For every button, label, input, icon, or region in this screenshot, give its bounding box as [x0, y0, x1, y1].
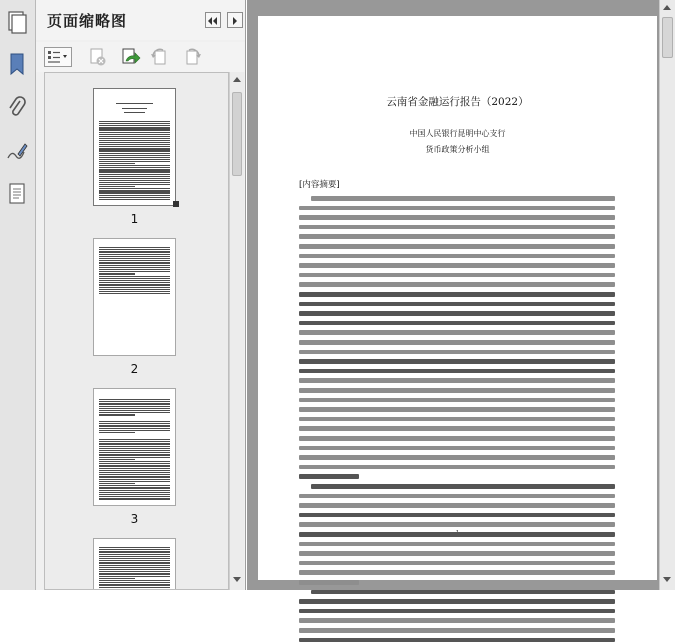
thumbnail-text-line [99, 582, 170, 583]
thumbnail-text-line [99, 138, 170, 139]
thumbnail-text-line [99, 269, 170, 270]
thumbnail-text-line [99, 140, 170, 141]
thumbnail-text-line [99, 459, 135, 460]
thumbnail-text-line [99, 401, 170, 402]
thumbnail-text-line [99, 258, 170, 259]
thumbnail-text-line [99, 254, 170, 255]
thumbnail-text-line [99, 573, 170, 574]
thumbnail-text-line [99, 496, 170, 497]
thumbnail-text-line [99, 454, 170, 455]
thumbnail-text-line [99, 490, 170, 491]
document-scrollbar[interactable] [659, 0, 675, 590]
thumbnail-text-line [99, 171, 170, 172]
thumbnail-text-line [99, 481, 170, 482]
text-line [299, 311, 615, 316]
double-chevron-left-icon [206, 14, 220, 28]
text-line [299, 234, 615, 239]
thumbnail-text-line [99, 265, 170, 266]
thumbnail-text-line [99, 576, 170, 577]
thumbnail-page-number: 1 [130, 212, 139, 226]
text-line [299, 618, 615, 623]
thumbnail-text-line [99, 247, 170, 248]
thumbnail-text-line [99, 487, 170, 488]
thumbnail-text-line [99, 273, 135, 274]
document-scroll-thumb[interactable] [662, 17, 673, 58]
text-line [299, 436, 615, 441]
thumbnail-text-line [99, 457, 170, 458]
thumbnail-text-line [99, 430, 170, 431]
thumbnail-text-line [99, 289, 170, 290]
thumbnail-text-line [99, 278, 170, 279]
rotate-left-icon [148, 46, 172, 68]
text-line [299, 292, 615, 297]
text-line [299, 369, 615, 374]
thumbnail-text-line [99, 468, 170, 469]
thumbnails-list[interactable] [44, 72, 229, 590]
thumbnail-text-line [99, 494, 170, 495]
text-line [299, 503, 615, 508]
thumbnail-title-line [124, 112, 145, 113]
thumbnail-text-line [99, 267, 170, 268]
text-line [299, 273, 615, 278]
thumbnails-toolbar [36, 42, 245, 72]
thumbnail-text-line [99, 470, 170, 471]
text-line [299, 388, 615, 393]
paperclip-icon[interactable] [4, 94, 30, 122]
text-line [299, 350, 615, 355]
text-line [299, 638, 615, 642]
text-line [299, 609, 615, 614]
thumbnail-resize-handle[interactable] [173, 201, 179, 207]
thumbnail-text-line [99, 186, 135, 187]
text-line [299, 244, 615, 249]
document-title: 云南省金融运行报告（2022） [386, 96, 529, 108]
text-line [299, 570, 615, 575]
text-line [299, 551, 615, 556]
text-line [311, 196, 615, 201]
panel-title: 页面缩略图 [47, 12, 128, 30]
text-line [299, 426, 615, 431]
thumbnail-text-line [99, 125, 170, 126]
rotate-right-icon [180, 46, 204, 68]
expand-panel-button[interactable] [227, 12, 243, 28]
panel-header [36, 0, 245, 40]
thumbnail-text-line [99, 291, 170, 292]
thumbnail-text-line [99, 127, 170, 128]
thumbnail-text-line [99, 197, 170, 198]
page-thumbnails-panel [36, 0, 246, 590]
thumbnail-text-line [99, 249, 170, 250]
thumbnail-text-line [99, 251, 170, 252]
page-thumbnail-1[interactable] [93, 88, 176, 206]
thumbnail-text-line [99, 271, 170, 272]
doc-scroll-down-arrow-icon[interactable] [663, 577, 671, 582]
thumbnail-text-line [99, 562, 170, 563]
thumbnail-text-line [99, 280, 170, 281]
thumbnail-text-line [99, 150, 170, 151]
thumbnail-text-line [99, 129, 170, 130]
thumbnail-text-line [99, 580, 170, 581]
thumbnail-text-line [99, 157, 170, 158]
thumbnail-text-line [99, 159, 170, 160]
thumbnail-text-line [99, 190, 170, 191]
document-view[interactable] [247, 0, 675, 590]
text-line [299, 215, 615, 220]
scroll-down-arrow-icon[interactable] [233, 577, 241, 582]
thumbnail-text-line [99, 276, 170, 277]
thumbnail-text-line [99, 423, 170, 424]
thumbnail-text-line [99, 132, 170, 133]
insert-page-button[interactable] [118, 46, 142, 68]
thumbnail-text-line [99, 547, 170, 548]
text-line [299, 225, 615, 230]
thumbnail-text-line [99, 262, 170, 263]
text-line [299, 359, 615, 364]
text-line [299, 513, 615, 518]
thumbnail-text-line [99, 452, 170, 453]
section-heading: [内容摘要] [299, 180, 340, 190]
text-line [299, 254, 615, 259]
thumbnail-text-line [99, 256, 170, 257]
document-author-group: 货币政策分析小组 [425, 145, 490, 154]
thumbnail-text-line [99, 450, 170, 451]
thumbnail-text-line [99, 439, 170, 440]
text-line [299, 465, 615, 470]
thumbnail-text-line [99, 421, 170, 422]
rotate-left-button[interactable] [148, 46, 172, 68]
signature-pen-icon[interactable] [4, 138, 30, 166]
thumbnail-title-line [116, 103, 153, 104]
thumbnail-text-line [99, 163, 135, 164]
text-line [299, 494, 615, 499]
text-line [299, 340, 615, 345]
collapse-panel-button[interactable] [205, 12, 221, 28]
thumbnail-text-line [99, 180, 170, 181]
thumbnails-scroll-thumb[interactable] [232, 92, 242, 176]
thumbnail-text-line [99, 558, 170, 559]
thumbnail-text-line [99, 155, 170, 156]
thumbnail-text-line [99, 472, 170, 473]
thumbnail-text-line [99, 569, 170, 570]
thumbnail-text-line [99, 182, 170, 183]
thumbnail-text-line [99, 448, 170, 449]
thumbnail-text-line [99, 123, 170, 124]
thumbnail-text-line [99, 148, 170, 149]
thumbnail-text-line [99, 403, 170, 404]
thumbnail-text-line [99, 463, 170, 464]
navigation-tool-strip [0, 0, 36, 590]
thumbnail-text-line [99, 260, 170, 261]
document-page [258, 16, 657, 580]
text-line [299, 532, 615, 537]
thumbnail-text-line [99, 414, 135, 415]
thumbnail-text-line [99, 571, 170, 572]
document-organization: 中国人民银行昆明中心支行 [409, 129, 506, 138]
thumbnail-text-line [99, 410, 170, 411]
text-line [299, 561, 615, 566]
text-line [311, 484, 615, 489]
thumbnail-text-line [99, 479, 170, 480]
text-line [299, 446, 615, 451]
thumbnail-title-line [122, 108, 147, 109]
thumbnail-text-line [99, 492, 170, 493]
thumbnail-text-line [99, 176, 170, 177]
text-line [299, 378, 615, 383]
thumbnail-text-line [99, 476, 170, 477]
thumbnail-text-line [99, 408, 170, 409]
delete-page-button[interactable] [86, 46, 110, 68]
thumbnail-text-line [99, 165, 170, 166]
thumbnail-text-line [99, 474, 170, 475]
text-line [299, 407, 615, 412]
thumbnail-text-line [99, 565, 170, 566]
page-thumbnail-2[interactable] [93, 238, 176, 356]
thumbnail-text-line [99, 282, 170, 283]
thumbnail-text-line [99, 483, 135, 484]
options-list-icon [45, 48, 71, 66]
thumbnails-scrollbar[interactable] [229, 72, 244, 590]
page-thumbnails-panel-icon[interactable] [4, 8, 30, 36]
text-line [299, 580, 359, 585]
thumbnail-text-line [99, 461, 170, 462]
thumbnail-text-line [99, 293, 170, 294]
thumbnail-text-line [99, 195, 170, 196]
rotate-right-button[interactable] [180, 46, 204, 68]
text-line [299, 455, 615, 460]
thumbnail-text-line [99, 121, 170, 122]
insert-page-icon [118, 46, 142, 68]
thumbnail-text-line [99, 188, 170, 189]
thumbnail-page-number: 2 [130, 362, 139, 376]
page-thumbnail-3[interactable] [93, 388, 176, 506]
thumbnail-text-line [99, 174, 170, 175]
thumbnail-text-line [99, 399, 170, 400]
delete-page-icon [86, 46, 110, 68]
thumbnail-text-line [99, 432, 135, 433]
thumbnail-text-line [99, 136, 170, 137]
text-line [311, 590, 615, 595]
thumbnail-text-line [99, 428, 170, 429]
thumbnail-text-line [99, 498, 170, 499]
thumbnail-text-line [99, 567, 170, 568]
page-layers-icon[interactable] [4, 180, 30, 208]
thumbnail-text-line [99, 465, 170, 466]
text-line [299, 302, 615, 307]
thumbnail-text-line [99, 134, 170, 135]
thumbnail-text-line [99, 446, 170, 447]
thumbnail-text-line [99, 153, 170, 154]
thumbnail-text-line [99, 406, 170, 407]
text-line [299, 398, 615, 403]
thumbnail-text-line [99, 192, 170, 193]
thumbnail-text-line [99, 549, 170, 550]
thumbnail-text-line [99, 199, 170, 200]
text-line [299, 321, 615, 326]
text-line [299, 206, 615, 211]
thumbnail-text-line [99, 443, 170, 444]
text-line [299, 628, 615, 633]
thumbnail-text-line [99, 441, 170, 442]
thumbnail-text-line [99, 161, 170, 162]
text-line [299, 330, 615, 335]
thumbnail-text-line [99, 146, 170, 147]
thumbnail-text-line [99, 412, 170, 413]
text-line [299, 542, 615, 547]
thumbnail-text-line [99, 142, 170, 143]
thumbnail-text-line [99, 578, 135, 579]
thumbnail-text-line [99, 287, 170, 288]
thumbnail-text-line [99, 551, 170, 552]
text-line [299, 522, 615, 527]
thumbnail-text-line [99, 587, 170, 588]
doc-scroll-up-arrow-icon[interactable] [663, 5, 671, 10]
thumbnail-text-line [99, 556, 170, 557]
thumbnail-text-line [99, 144, 170, 145]
text-line [299, 599, 615, 604]
thumbnail-page-number: 3 [130, 512, 139, 526]
chevron-right-icon [228, 14, 242, 28]
thumbnail-text-line [99, 485, 170, 486]
thumbnail-text-line [99, 560, 170, 561]
thumbnail-text-line [99, 554, 170, 555]
thumbnail-text-line [99, 184, 170, 185]
bookmark-icon[interactable] [4, 50, 30, 78]
scroll-up-arrow-icon[interactable] [233, 77, 241, 82]
page-thumbnail-4[interactable] [93, 538, 176, 590]
thumbnail-text-line [99, 284, 170, 285]
thumbnail-text-line [99, 169, 170, 170]
thumbnail-text-line [99, 425, 170, 426]
text-line [299, 282, 615, 287]
text-line [299, 417, 615, 422]
thumbnail-text-line [99, 167, 170, 168]
thumbnail-options-button[interactable] [44, 47, 72, 67]
thumbnail-text-line [99, 178, 170, 179]
thumbnail-text-line [99, 584, 170, 585]
text-line [299, 263, 615, 268]
text-line [299, 474, 359, 479]
